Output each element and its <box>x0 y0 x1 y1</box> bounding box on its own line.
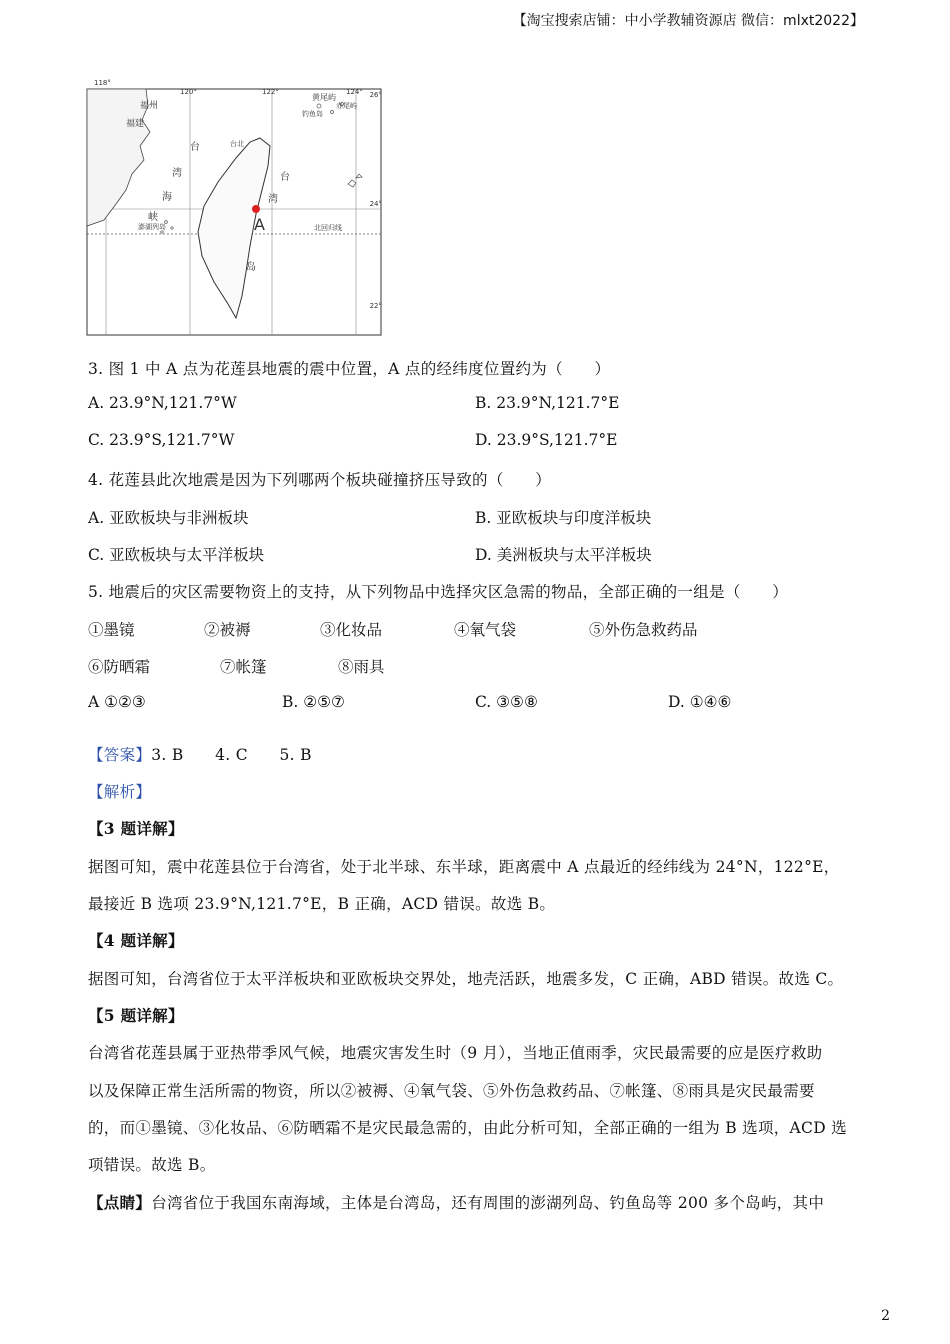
q4-detail-line: 据图可知，台湾省位于太平洋板块和亚欧板块交界处，地壳活跃，地震多发，C 正确，ABD 错误。故选 C。 <box>88 970 844 988</box>
point-label: A <box>254 215 265 234</box>
lon-label: 118° <box>94 79 111 87</box>
q5-option-c: C. ③⑤⑧ <box>475 693 538 711</box>
q5-detail-line: 项错误。故选 B。 <box>88 1156 216 1174</box>
q4-option-d: D. 美洲板块与太平洋板块 <box>475 546 652 564</box>
page-header: 【淘宝搜索店铺：中小学教辅资源店 微信：mlxt2022】 <box>512 13 864 29</box>
place-label: 北回归线 <box>314 224 342 232</box>
place-label: 澎湖列岛 <box>138 223 166 231</box>
place-label: 湾 <box>172 168 182 179</box>
q5-detail-line: 以及保障正常生活所需的物资，所以②被褥、④氧气袋、⑤外伤急救药品、⑦帐篷、⑧雨具是灾民最需要 <box>88 1082 815 1100</box>
q3-option-b: B. 23.9°N,121.7°E <box>475 394 620 412</box>
analysis-tag: 【解析】 <box>88 783 152 801</box>
q5-option-a: A ①②③ <box>88 693 146 711</box>
taiwan-map <box>86 79 382 338</box>
lat-label: 22° <box>369 302 382 310</box>
q4-detail-title: 【4 题详解】 <box>88 931 184 950</box>
place-label: 福建 <box>126 119 145 129</box>
place-label: 海 <box>162 192 172 203</box>
q3-detail-line: 据图可知，震中花莲县位于台湾省，处于北半球、东半球，距离震中 A 点最近的经纬线为 24°N，122°E， <box>88 858 840 876</box>
q3-stem: 3. 图 1 中 A 点为花莲县地震的震中位置，A 点的经纬度位置约为（ ） <box>88 360 611 378</box>
lon-label: 122° <box>262 88 279 96</box>
q3-detail-title: 【3 题详解】 <box>88 819 184 838</box>
place-label: 台 <box>280 172 290 183</box>
q5-stem: 5. 地震后的灾区需要物资上的支持，从下列物品中选择灾区急需的物品，全部正确的一组是（ ） <box>88 583 789 601</box>
dianjing-tag: 【点睛】 <box>88 1193 152 1212</box>
q5-option-b: B. ②⑤⑦ <box>282 693 345 711</box>
q5-item: ②被褥 <box>204 621 251 639</box>
q5-item: ①墨镜 <box>88 621 135 639</box>
q5-item: ④氧气袋 <box>454 621 517 639</box>
answer-values: 3. B 4. C 5. B <box>151 746 312 764</box>
q5-item: ⑧雨具 <box>338 658 385 676</box>
q5-option-d: D. ①④⑥ <box>668 693 732 711</box>
q4-stem: 4. 花莲县此次地震是因为下列哪两个板块碰撞挤压导致的（ ） <box>88 471 552 489</box>
answer-tag: 【答案】 <box>88 746 152 764</box>
q5-item: ③化妆品 <box>320 621 383 639</box>
q5-detail-title: 【5 题详解】 <box>88 1006 184 1025</box>
q4-option-a: A. 亚欧板块与非洲板块 <box>88 509 249 527</box>
q4-option-b: B. 亚欧板块与印度洋板块 <box>475 509 652 527</box>
q5-item: ⑥防晒霜 <box>88 658 151 676</box>
place-label: 湾 <box>268 194 278 205</box>
dianjing-line <box>88 1191 824 1213</box>
place-label: 峡 <box>148 212 158 223</box>
place-label: 台北 <box>230 140 244 148</box>
place-label: 台 <box>190 142 200 153</box>
lon-label: 124° <box>346 88 363 96</box>
place-label: 赤尾屿 <box>336 102 357 110</box>
answer-line <box>88 743 312 765</box>
q5-item: ⑤外伤急救药品 <box>589 621 698 639</box>
lon-label: 120° <box>180 88 197 96</box>
page-number: 2 <box>881 1308 890 1324</box>
dianjing-text: 台湾省位于我国东南海域，主体是台湾岛，还有周围的澎湖列岛、钓鱼岛等 200 多个岛屿，其中 <box>151 1194 825 1212</box>
lat-label: 24° <box>369 200 382 208</box>
place-label: 钓鱼岛 <box>302 110 323 118</box>
place-label: 福州 <box>140 101 159 111</box>
q3-option-d: D. 23.9°S,121.7°E <box>475 431 618 449</box>
q3-option-c: C. 23.9°S,121.7°W <box>88 431 235 449</box>
q3-option-a: A. 23.9°N,121.7°W <box>88 394 237 412</box>
q4-option-c: C. 亚欧板块与太平洋板块 <box>88 546 265 564</box>
place-label: 黄尾屿 <box>312 93 336 102</box>
q3-detail-line: 最接近 B 选项 23.9°N,121.7°E，B 正确，ACD 错误。故选 B。 <box>88 895 556 913</box>
q5-detail-line: 的，而①墨镜、③化妆品、⑥防晒霜不是灾民最急需的，由此分析可知，全部正确的一组为 B 选项，ACD 选 <box>88 1119 847 1137</box>
lat-label: 26° <box>369 91 382 99</box>
q5-detail-line: 台湾省花莲县属于亚热带季风气候，地震灾害发生时（9 月），当地正值雨季，灾民最需要的应是医疗救助 <box>88 1044 823 1062</box>
epicenter-point <box>252 205 260 213</box>
q5-item: ⑦帐篷 <box>220 658 267 676</box>
place-label: 岛 <box>246 262 256 273</box>
